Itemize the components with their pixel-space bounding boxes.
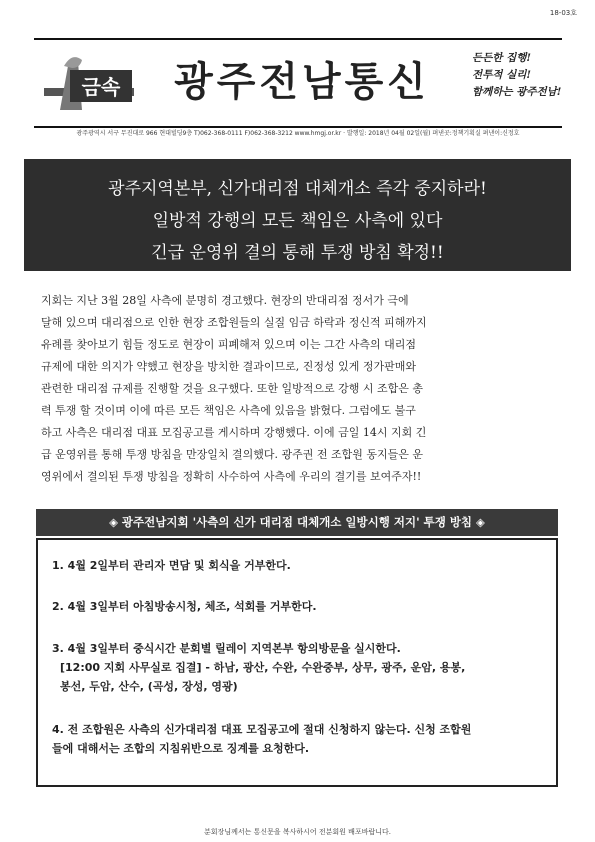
- body-line: 영위에서 결의된 투쟁 방침을 정확히 사수하여 사측에 우리의 결기를 보여주자!!: [41, 470, 422, 483]
- policy-item-line: 1. 4월 2일부터 관리자 면담 및 회식을 거부한다.: [52, 559, 291, 572]
- distribution-note: 분회장님께서는 통신문을 복사하시어 전분회원 배포바랍니다.: [204, 828, 391, 836]
- article-body: [41, 290, 553, 488]
- policy-item: [52, 597, 317, 616]
- publisher-contact: 광주광역시 서구 무진대로 966 현대빌딩9층 T)062-368-0111 F)062-368-3212 www.hmgj.or.kr · 발행일: 2018년 04월 02일(월) 펴낸곳:정책기획실 펴낸이:신정호: [76, 130, 520, 137]
- body-line: 급 운영위를 통해 투쟁 방침을 만장일치 결의했다. 광주권 전 조합원 동지들은 운: [41, 448, 423, 461]
- body-line: 관련한 대리점 규제를 진행할 것을 요구했다. 또한 일방적으로 강행 시 조합은 총: [41, 382, 423, 395]
- body-line: 하고 사측은 대리점 대표 모집공고를 게시하며 강행했다. 이에 금일 14시 지회 긴: [41, 426, 427, 439]
- body-line: 달해 있으며 대리점으로 인한 현장 조합원들의 실질 임금 하락과 정신적 피해까지: [41, 316, 427, 329]
- headline-banner: [24, 159, 571, 271]
- union-logo-icon: [40, 48, 138, 118]
- headline-line: 광주지역본부, 신가대리점 대체개소 즉각 중지하라!: [108, 179, 487, 199]
- policy-item-line: 봉선, 두암, 산수, (곡성, 장성, 영광): [60, 680, 238, 693]
- policy-item-line: 4. 전 조합원은 사측의 신가대리점 대표 모집공고에 절대 신청하지 않는다. 신청 조합원: [52, 723, 472, 736]
- policy-item-line: 2. 4월 3일부터 아침방송시청, 체조, 석회를 거부한다.: [52, 600, 317, 613]
- headline-line: 긴급 운영위 결의 통해 투쟁 방침 확정!!: [151, 243, 444, 263]
- body-line: 지회는 지난 3월 28일 사측에 분명히 경고했다. 현장의 반대리점 정서가 극에: [41, 294, 409, 307]
- masthead: [34, 38, 562, 128]
- slogan-line: 든든한 집행!: [472, 52, 531, 64]
- slogan-line: 함께하는 광주전남!: [472, 86, 562, 98]
- policy-item: [52, 720, 471, 758]
- slogan-line: 전투적 실리!: [472, 69, 531, 81]
- logo-text: 금속: [81, 75, 121, 99]
- headline-line: 일방적 강행의 모든 책임은 사측에 있다: [152, 211, 443, 231]
- policy-item-line: 들에 대해서는 조합의 지침위반으로 징계를 요청한다.: [52, 742, 310, 755]
- body-line: 력 투쟁 할 것이며 이에 따른 모든 책임은 사측에 있음을 밝혔다. 그럼에도 불구: [41, 404, 416, 417]
- policy-item: [52, 639, 465, 696]
- policy-list: [36, 538, 558, 787]
- body-line: 유례를 찾아보기 힘들 정도로 현장이 피폐해져 있으며 이는 그간 사측의 대리점: [41, 338, 416, 351]
- newsletter-title: 광주전남통신: [174, 58, 430, 105]
- policy-item-line: [12:00 지회 사무실로 집결] - 하남, 광산, 수완, 수완중부, 상무, 광주, 운암, 용봉,: [60, 661, 466, 674]
- policy-item: [52, 556, 291, 575]
- slogan: [472, 50, 568, 101]
- body-line: 규제에 대한 의지가 약했고 현장을 방치한 결과이므로, 진정성 있게 정가판매와: [41, 360, 416, 373]
- policy-heading: ◈ 광주전남지회 '사측의 신가 대리점 대체개소 일방시행 저지' 투쟁 방침 ◈: [36, 509, 558, 536]
- issue-number: 18-03호: [549, 9, 577, 17]
- policy-item-line: 3. 4월 3일부터 중식시간 분회별 릴레이 지역본부 항의방문을 실시한다.: [52, 642, 401, 655]
